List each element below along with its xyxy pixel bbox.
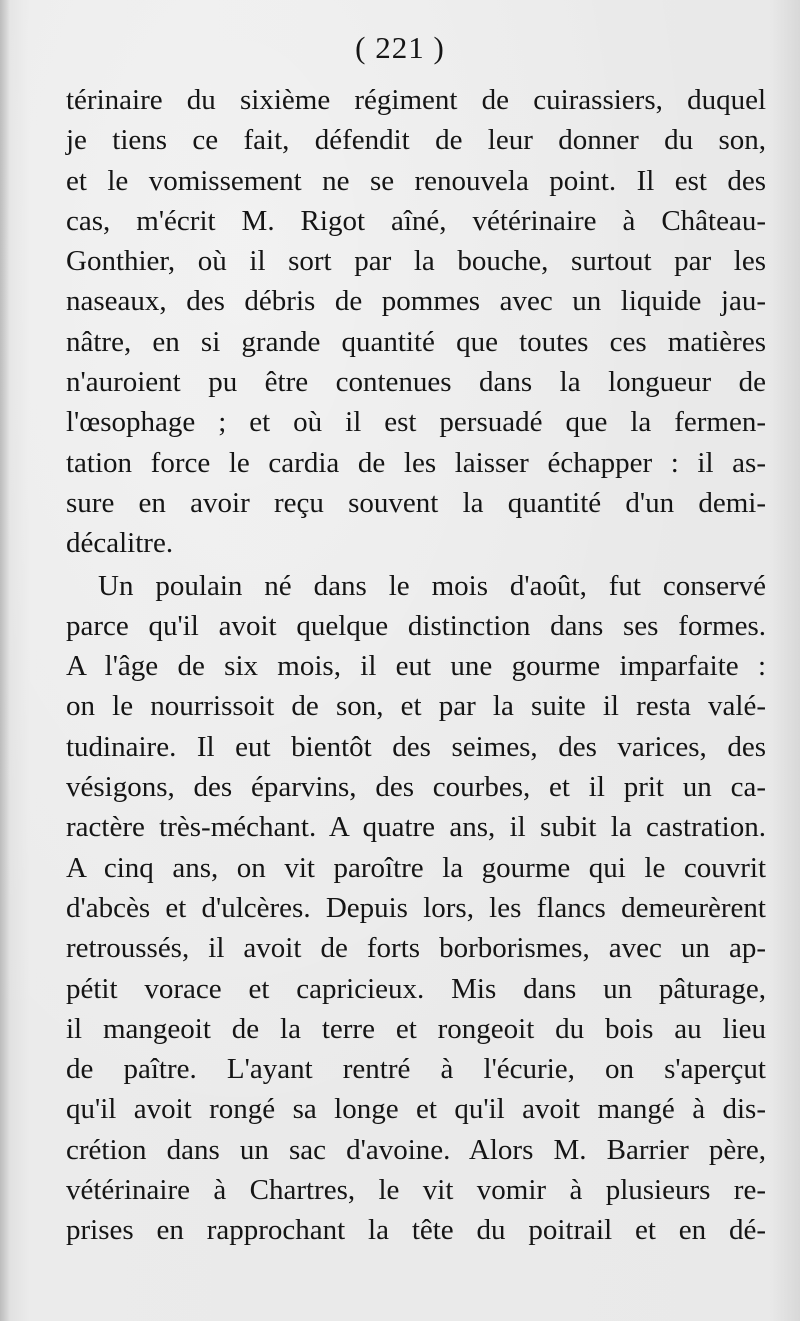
text-line: ractère très-méchant. A quatre ans, il subit la castration.	[66, 811, 766, 844]
paragraph-start-line: Un poulain né dans le mois d'août, fut conservé	[98, 569, 766, 602]
text-line: je tiens ce fait, défendit de leur donner du son,	[66, 124, 766, 157]
text-line: qu'il avoit rongé sa longe et qu'il avoit mangé à dis-	[66, 1093, 766, 1126]
text-line: tation force le cardia de les laisser échapper : il as-	[66, 446, 766, 479]
text-line: A l'âge de six mois, il eut une gourme imparfaite :	[66, 650, 766, 683]
text-line: pétit vorace et capricieux. Mis dans un pâturage,	[66, 972, 766, 1005]
text-line: parce qu'il avoit quelque distinction dans ses formes.	[66, 609, 766, 642]
text-line: térinaire du sixième régiment de cuirassiers, duquel	[66, 84, 766, 116]
page-number: ( 221 )	[355, 30, 445, 65]
text-line: de paître. L'ayant rentré à l'écurie, on s'aperçut	[66, 1053, 766, 1086]
text-line: naseaux, des débris de pommes avec un liquide jau-	[66, 285, 766, 318]
text-line: vétérinaire à Chartres, le vit vomir à plusieurs re-	[66, 1174, 766, 1207]
text-line: Gonthier, où il sort par la bouche, surtout par les	[66, 245, 766, 278]
text-line: l'œsophage ; et où il est persuadé que la fermen-	[66, 406, 766, 439]
text-line: sure en avoir reçu souvent la quantité d'un demi-	[66, 486, 766, 519]
text-line: et le vomissement ne se renouvela point. Il est des	[66, 164, 766, 197]
text-line: il mangeoit de la terre et rongeoit du bois au lieu	[66, 1012, 766, 1045]
paragraph-end-line: décalitre.	[66, 527, 174, 560]
text-line: A cinq ans, on vit paroître la gourme qui le couvrit	[66, 851, 766, 884]
text-line: d'abcès et d'ulcères. Depuis lors, les flancs demeurèrent	[66, 891, 766, 924]
text-line: tudinaire. Il eut bientôt des seimes, des varices, des	[66, 730, 766, 763]
text-line: crétion dans un sac d'avoine. Alors M. Barrier père,	[66, 1133, 766, 1166]
body-text	[66, 80, 766, 1251]
text-line: prises en rapprochant la tête du poitrail et en dé-	[66, 1214, 766, 1247]
text-line: nâtre, en si grande quantité que toutes ces matières	[66, 325, 766, 358]
text-line: retroussés, il avoit de forts borborismes, avec un ap-	[66, 932, 766, 965]
text-line: on le nourrissoit de son, et par la suite il resta valé-	[66, 690, 766, 723]
text-line: vésigons, des éparvins, des courbes, et il prit un ca-	[66, 771, 766, 804]
text-line: n'auroient pu être contenues dans la longueur de	[66, 366, 766, 399]
text-line: cas, m'écrit M. Rigot aîné, vétérinaire à Château-	[66, 204, 766, 237]
page-binding-shadow	[0, 0, 10, 1321]
